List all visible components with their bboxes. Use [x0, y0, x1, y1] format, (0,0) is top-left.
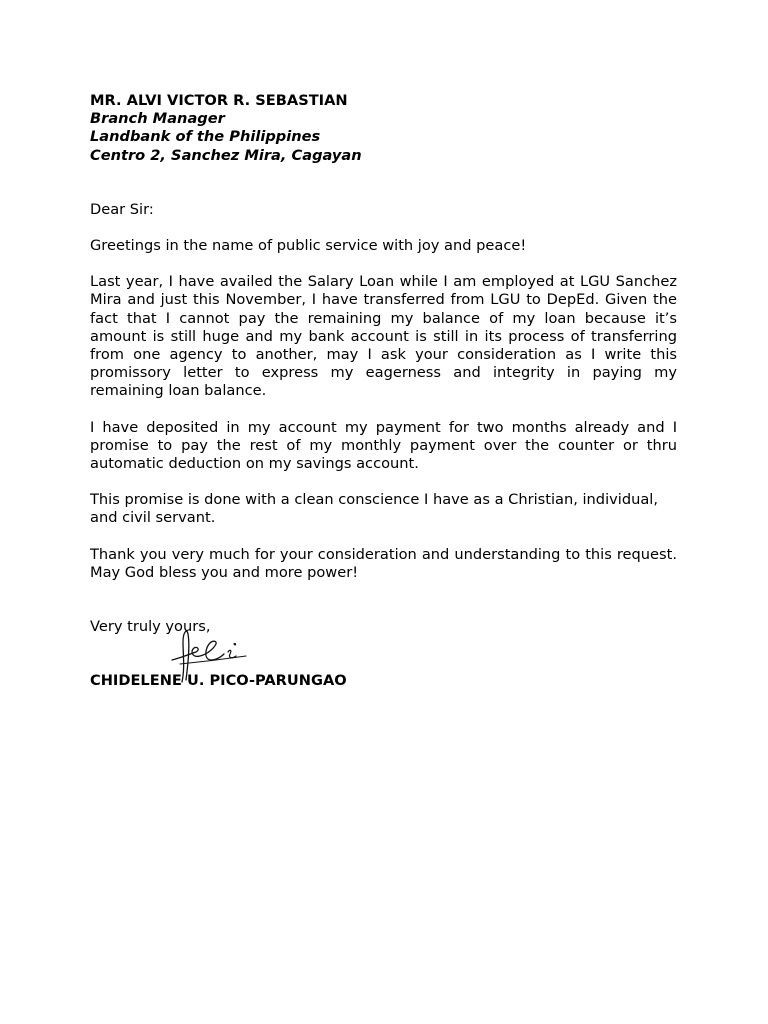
paragraph-loan-details: Last year, I have availed the Salary Loan while I am employed at LGU Sanchez Mira and just this November, I have transferred from LGU to DepEd. Given the fact that I cannot pay the remaining my balance of my loan because it’s amount is still huge and my bank account is still in its process of transferring from one agency to another, may I ask your consideration as I write this promissory letter to express my eagerness and integrity in paying my remaining loan balance.: [90, 273, 677, 400]
paragraph-thanks: Thank you very much for your consideration and understanding to this request. May God bless you and more power!: [90, 545, 677, 581]
signer-name: CHIDELENE U. PICO-PARUNGAO: [90, 672, 347, 690]
recipient-title: Branch Manager: [90, 110, 225, 128]
letter: [90, 92, 677, 690]
paragraph-payment-promise: I have deposited in my account my payment for two months already and I promise to pay the rest of my monthly payment over the counter or thru automatic deduction on my savings account.: [90, 418, 677, 473]
paragraph-conscience: This promise is done with a clean conscience I have as a Christian, individual, and civil servant.: [90, 491, 658, 527]
paragraph-greeting: Greetings in the name of public service with joy and peace!: [90, 237, 527, 255]
closing-block: [90, 618, 677, 636]
recipient-block: [90, 92, 677, 165]
recipient-company: Landbank of the Philippines: [90, 128, 321, 146]
recipient-address: Centro 2, Sanchez Mira, Cagayan: [90, 146, 362, 164]
recipient-name: MR. ALVI VICTOR R. SEBASTIAN: [90, 92, 348, 109]
salutation: Dear Sir:: [90, 200, 154, 218]
closing-line: Very truly yours,: [90, 618, 211, 636]
